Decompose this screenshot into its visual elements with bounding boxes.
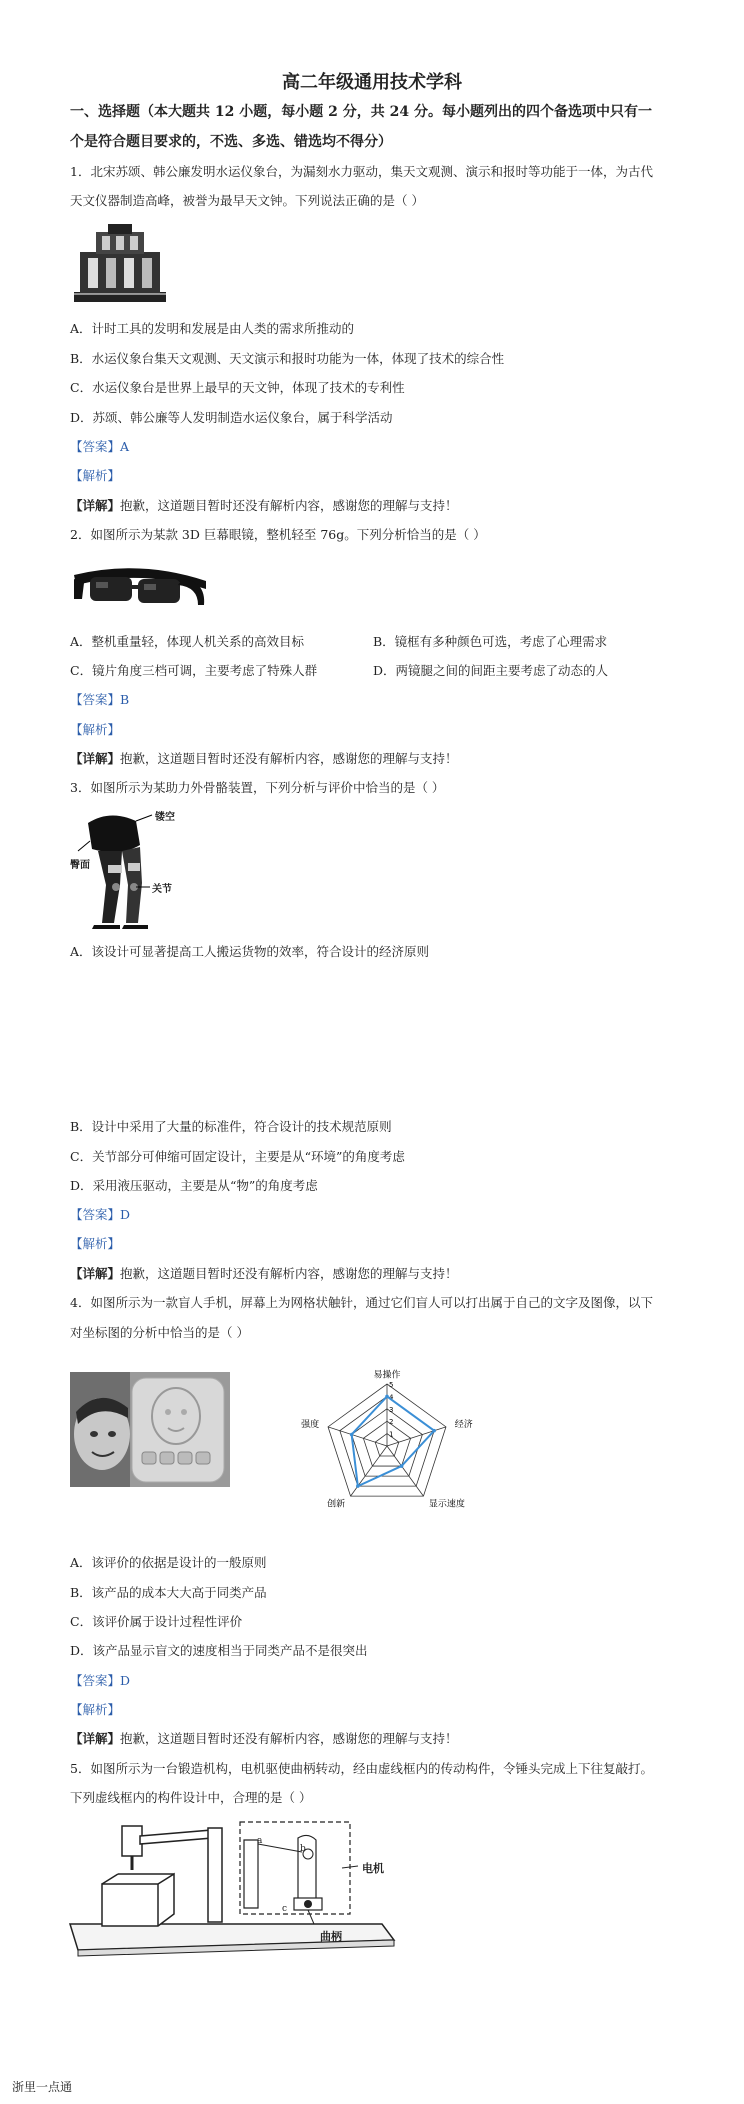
q2-detail-text: 抱歉，这道题目暂时还没有解析内容，感谢您的理解与支持！: [120, 751, 458, 766]
radar-point: [356, 1484, 360, 1488]
q2-option-d: D．两镜腿之间的间距主要考虑了动态的人: [373, 663, 609, 678]
q1-stem-line1: 1．北宋苏颂、韩公廉发明水运仪象台，为漏刻水力驱动，集天文观测、演示和报时等功能于一体，为古代: [70, 164, 653, 179]
q2-answer: 【答案】B: [70, 692, 130, 707]
q3-answer: 【答案】D: [70, 1207, 131, 1222]
q2-detail: [70, 749, 458, 769]
q5-label-b: b: [300, 1844, 306, 1854]
radar-tick-label: 1: [389, 1430, 394, 1439]
section-heading-line1: 一、选择题（本大题共 12 小题，每小题 2 分，共 24 分。每小题列出的四个备选项中只有一: [70, 104, 652, 120]
q2-detail-label: 【详解】: [70, 751, 121, 766]
q1-analysis-label: 【解析】: [70, 468, 121, 483]
q2-option-c: C．镜片角度三档可调，主要考虑了特殊人群: [70, 663, 318, 678]
radar-point: [400, 1464, 404, 1468]
section-heading-line2: 个是符合题目要求的，不选、多选、错选均不得分）: [70, 134, 392, 150]
footer-brand: 浙里一点通: [12, 2080, 73, 2094]
q3-label-joint: 关节: [152, 884, 172, 895]
q4-stem-line1: 4．如图所示为一款盲人手机，屏幕上为网格状触针，通过它们盲人可以打出属于自己的文字及图像，以下: [70, 1295, 653, 1310]
q4-stem-line2: 对坐标图的分析中恰当的是（ ）: [70, 1325, 249, 1340]
q1-stem-line2: 天文仪器制造高峰，被誉为最早天文钟。下列说法正确的是（ ）: [70, 193, 424, 208]
q4-radar-chart: [292, 1354, 482, 1534]
radar-axis-label: 经济: [454, 1419, 473, 1430]
q5-label-c: c: [282, 1904, 288, 1914]
q4-option-b: B．该产品的成本大大高于同类产品: [70, 1585, 267, 1600]
q4-option-d: D．该产品显示盲文的速度相当于同类产品不是很突出: [70, 1643, 368, 1658]
q5-stem-line1: 5．如图所示为一台锻造机构，电机驱使曲柄转动，经由虚线框内的传动构件，令锤头完成上下往复敲打。: [70, 1761, 653, 1776]
q2-option-b: B．镜框有多种颜色可选，考虑了心理需求: [373, 634, 608, 649]
q1-detail-text: 抱歉，这道题目暂时还没有解析内容，感谢您的理解与支持！: [120, 498, 458, 513]
q3-stem: 3．如图所示为某助力外骨骼装置，下列分析与评价中恰当的是（ ）: [70, 780, 445, 795]
q1-option-b: B．水运仪象台集天文观测、天文演示和报时功能为一体，体现了技术的综合性: [70, 351, 505, 366]
radar-axis-label: 创新: [327, 1499, 346, 1510]
q2-analysis-label: 【解析】: [70, 722, 121, 737]
q5-label-a: a: [257, 1836, 263, 1846]
q4-detail-label: 【详解】: [70, 1731, 121, 1746]
q1-detail: [70, 496, 458, 516]
q4-detail: [70, 1729, 458, 1749]
q2-stem: 2．如图所示为某款 3D 巨幕眼镜，整机轻至 76g。下列分析恰当的是（ ）: [70, 527, 486, 542]
q5-label-motor: 电机: [362, 1862, 384, 1875]
q3-option-b: B．设计中采用了大量的标准件，符合设计的技术规范原则: [70, 1119, 392, 1134]
q4-option-c: C．该评价属于设计过程性评价: [70, 1614, 243, 1629]
radar-point: [350, 1433, 354, 1437]
radar-tick-label: 3: [389, 1405, 394, 1414]
q3-label-back: 臀面: [70, 860, 90, 871]
radar-axis-line: [387, 1427, 446, 1446]
radar-axis-label: 强度: [301, 1419, 320, 1430]
q5-forging-mechanism-figure: [62, 1812, 402, 1962]
q2-option-a: A．整机重量轻，体现人机关系的高效目标: [70, 634, 305, 649]
q3-detail-label: 【详解】: [70, 1266, 121, 1281]
radar-point: [385, 1395, 389, 1399]
radar-axis-line: [328, 1427, 387, 1446]
q1-detail-label: 【详解】: [70, 498, 121, 513]
q4-option-a: A．该评价的依据是设计的一般原则: [70, 1555, 267, 1570]
radar-tick-label: 2: [389, 1418, 394, 1427]
radar-tick-label: 5: [389, 1381, 394, 1389]
q1-armillary-tower-image: [70, 222, 170, 308]
radar-axis-label: 易操作: [373, 1370, 401, 1381]
q1-option-a: A．计时工具的发明和发展是由人类的需求所推动的: [70, 321, 355, 336]
q1-option-c: C．水运仪象台是世界上最早的天文钟，体现了技术的专利性: [70, 380, 405, 395]
q4-analysis-label: 【解析】: [70, 1702, 121, 1717]
q1-answer: 【答案】A: [70, 439, 130, 454]
q3-label-hollow: 镂空: [155, 812, 175, 823]
page-title: 高二年级通用技术学科: [282, 72, 462, 93]
q4-detail-text: 抱歉，这道题目暂时还没有解析内容，感谢您的理解与支持！: [120, 1731, 458, 1746]
q5-stem-line2: 下列虚线框内的构件设计中，合理的是（ ）: [70, 1790, 312, 1805]
q3-detail: [70, 1264, 458, 1284]
q2-3d-glasses-image: [70, 555, 210, 615]
q3-option-c: C．关节部分可伸缩可固定设计，主要是从“环境”的角度考虑: [70, 1149, 405, 1164]
radar-point: [432, 1429, 436, 1433]
q4-blind-phone-photo: [70, 1372, 230, 1487]
q3-option-d: D．采用液压驱动，主要是从“物”的角度考虑: [70, 1178, 318, 1193]
q5-label-crank: 曲柄: [320, 1930, 342, 1943]
q3-option-a: A．该设计可显著提高工人搬运货物的效率，符合设计的经济原则: [70, 944, 430, 959]
q1-option-d: D．苏颂、韩公廉等人发明制造水运仪象台，属于科学活动: [70, 410, 393, 425]
radar-tick-label: 4: [389, 1393, 394, 1402]
q3-detail-text: 抱歉，这道题目暂时还没有解析内容，感谢您的理解与支持！: [120, 1266, 458, 1281]
q3-analysis-label: 【解析】: [70, 1236, 121, 1251]
radar-axis-label: 显示速度: [428, 1499, 465, 1510]
q4-answer: 【答案】D: [70, 1673, 131, 1688]
